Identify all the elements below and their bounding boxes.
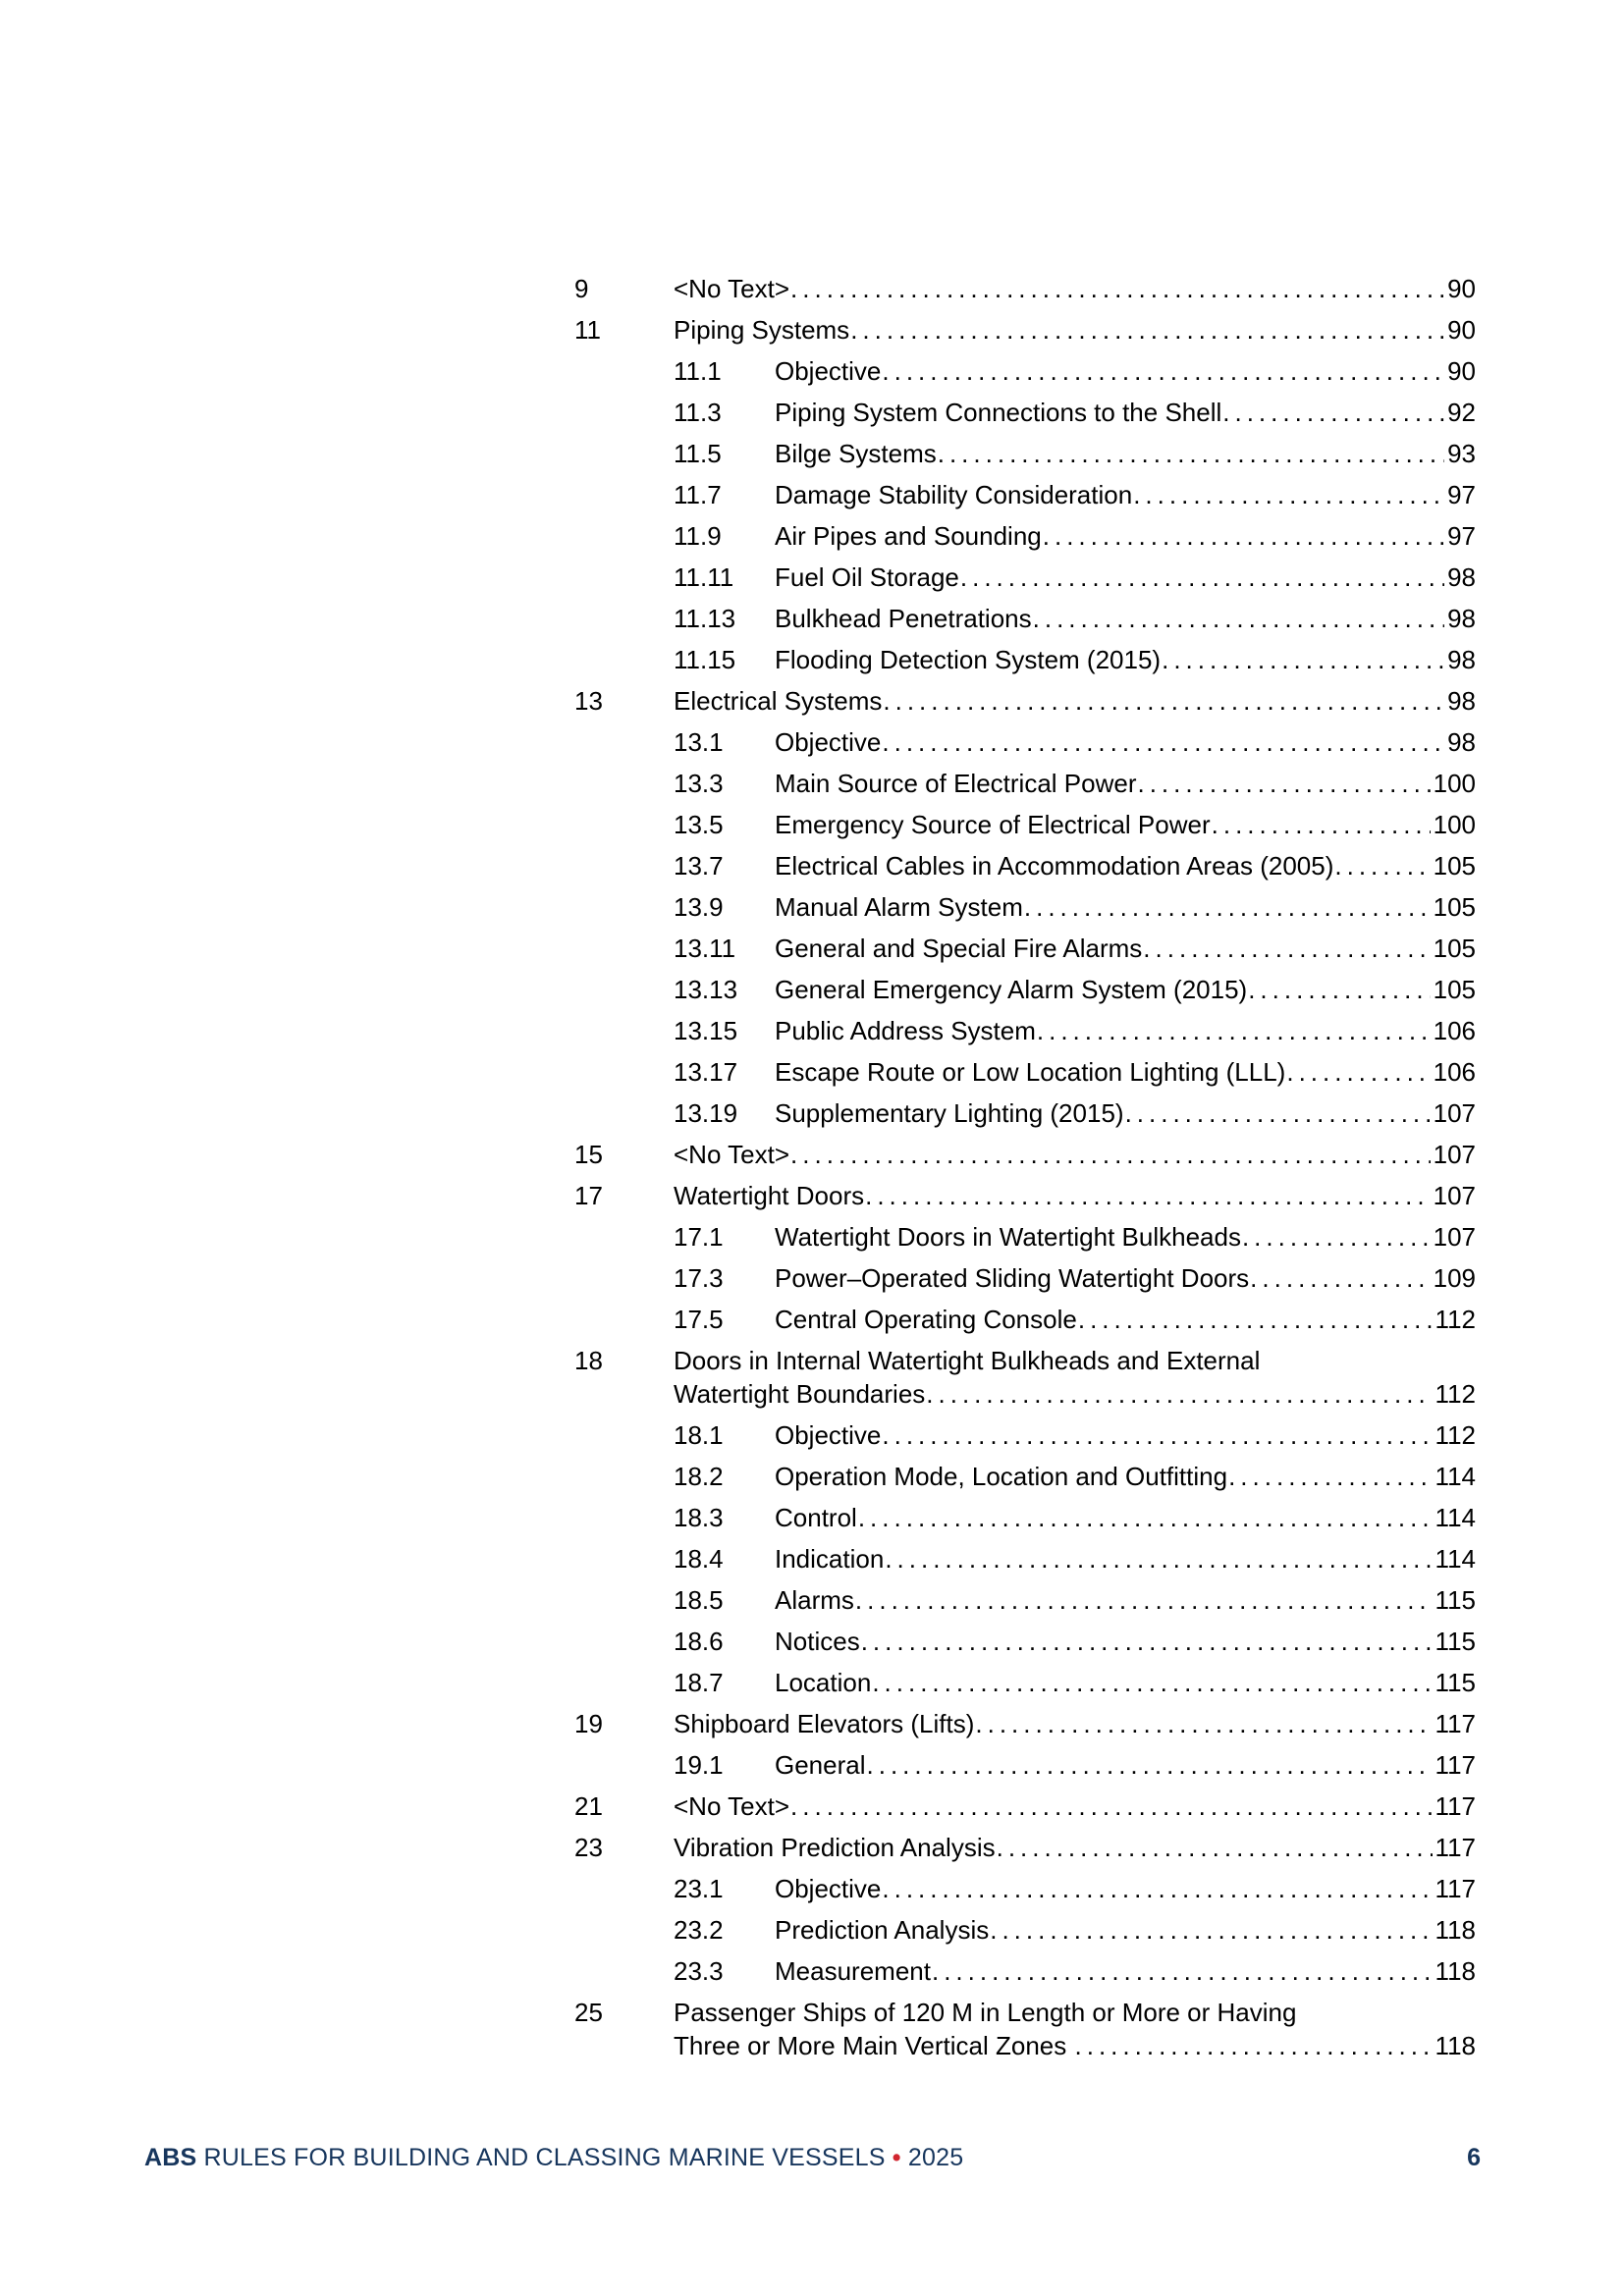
toc-entry-title: Power–Operated Sliding Watertight Doors [775,1263,1250,1293]
leader-dots [925,1377,1432,1411]
leader-dots [864,1179,1431,1212]
toc-entry-number: 18.7 [674,1668,724,1697]
toc-entry-title: Prediction Analysis [775,1915,990,1945]
toc-entry-page: 117 [1435,1833,1476,1862]
toc-entry-title: Manual Alarm System [775,892,1023,922]
toc-entry [574,932,1476,965]
toc-entry [574,519,1476,553]
toc-entry-page: 112 [1435,1420,1476,1450]
toc-entry-title: Location [775,1668,872,1697]
toc-entry-body [775,1748,1476,1782]
toc-entry-body [674,1138,1476,1171]
toc-entry [574,354,1476,388]
toc-entry-body [775,396,1476,429]
toc-entry-title: Watertight Doors [674,1181,865,1210]
toc-entry [574,1303,1476,1336]
toc-entry-number: 9 [574,274,589,303]
toc-entry-page: 90 [1447,274,1476,303]
toc-entry-body [775,1418,1476,1452]
toc-entry-title: Electrical Systems [674,686,883,716]
toc-entry-title: Escape Route or Low Location Lighting (LLL) [775,1057,1286,1087]
leader-dots [854,1583,1433,1617]
toc-entry-page: 98 [1447,686,1476,716]
toc-entry [574,1748,1476,1782]
toc-entry-title: Shipboard Elevators (Lifts) [674,1709,975,1738]
toc-entry-title-line1: Doors in Internal Watertight Bulkheads and External [674,1346,1261,1375]
toc-entry-body [775,725,1476,759]
toc-entry-page: 98 [1447,727,1476,757]
toc-entry-title: Public Address System [775,1016,1036,1045]
toc-entry-page: 117 [1435,1750,1476,1780]
toc-entry-page: 114 [1435,1503,1476,1532]
toc-entry-page: 112 [1435,1305,1476,1334]
toc-entry [574,767,1476,800]
toc-entry-number: 13.17 [674,1057,738,1087]
leader-dots [789,272,1444,305]
leader-dots [871,1666,1432,1699]
toc-entry-number: 13.5 [674,810,724,839]
footer-text [144,2143,1467,2172]
leader-dots [882,684,1444,718]
toc-entry-number: 13.3 [674,769,724,798]
toc-entry-title: Piping System Connections to the Shell [775,398,1222,427]
toc-entry-page: 118 [1435,1915,1476,1945]
toc-entry-title: Flooding Detection System (2015) [775,645,1162,674]
leader-dots [1211,808,1431,841]
leader-dots [1142,932,1430,965]
toc-entry [574,684,1476,718]
toc-entry-body [775,1542,1476,1575]
toc-entry-number: 18.3 [674,1503,724,1532]
toc-entry-page: 97 [1447,521,1476,551]
footer-brand: ABS [144,2144,197,2171]
toc-entry-page: 98 [1447,645,1476,674]
toc-entry-number: 13.13 [674,975,738,1004]
toc-entry-body [775,767,1476,800]
toc-entry-body [775,932,1476,965]
toc-entry-page: 114 [1435,1462,1476,1491]
leader-dots [881,1418,1432,1452]
toc-entry-body [674,1707,1476,1740]
toc-entry-body [775,643,1476,676]
toc-entry-number: 17 [574,1181,603,1210]
toc-entry [574,1625,1476,1658]
toc-entry-number: 19.1 [674,1750,724,1780]
toc-entry [574,437,1476,470]
toc-entry-number: 23.1 [674,1874,724,1903]
toc-entry [574,1501,1476,1534]
toc-entry-page: 105 [1433,851,1476,881]
toc-entry-body [775,1303,1476,1336]
leader-dots [1042,519,1444,553]
toc-entry-body [775,354,1476,388]
leader-dots [789,1138,1431,1171]
footer-bullet-icon: • [892,2144,901,2171]
toc-entry-title: Damage Stability Consideration [775,480,1133,509]
toc-entry-title: Bulkhead Penetrations [775,604,1032,633]
leader-dots [1036,1014,1431,1047]
leader-dots [789,1789,1433,1823]
toc-entry-body [775,1872,1476,1905]
toc-entry-body [674,1831,1476,1864]
toc-entry [574,1138,1476,1171]
toc-entry-title: Notices [775,1627,860,1656]
toc-entry-number: 21 [574,1791,603,1821]
toc-entry-number: 13.15 [674,1016,738,1045]
toc-entry [574,1789,1476,1823]
toc-entry-page: 107 [1433,1181,1476,1210]
toc-entry-body [775,849,1476,882]
toc-entry-title: Indication [775,1544,885,1574]
toc-entry-number: 11.5 [674,439,722,468]
toc-entry [574,643,1476,676]
toc-entry [574,1707,1476,1740]
toc-entry-number: 13.19 [674,1098,738,1128]
toc-entry-body [674,1996,1476,2062]
toc-entry [574,1460,1476,1493]
toc-entry-title: Central Operating Console [775,1305,1077,1334]
toc-entry-body [674,1179,1476,1212]
toc-entry-number: 15 [574,1140,603,1169]
toc-entry-body [775,973,1476,1006]
toc-entry-page: 97 [1447,480,1476,509]
toc-entry-page: 115 [1435,1668,1476,1697]
toc-entry-title: Emergency Source of Electrical Power [775,810,1211,839]
table-of-contents [574,272,1476,2070]
toc-entry-body [775,519,1476,553]
toc-entry-page: 98 [1447,562,1476,592]
toc-entry [574,890,1476,924]
toc-entry-page: 100 [1433,769,1476,798]
toc-entry-title: General and Special Fire Alarms [775,934,1143,963]
toc-entry [574,1872,1476,1905]
toc-entry [574,973,1476,1006]
toc-entry-number: 13 [574,686,603,716]
toc-entry-body [775,1014,1476,1047]
toc-entry [574,808,1476,841]
toc-entry [574,478,1476,511]
leader-dots [866,1748,1433,1782]
toc-entry-page: 107 [1433,1222,1476,1252]
toc-entry-page: 117 [1435,1874,1476,1903]
toc-entry-number: 18.5 [674,1585,724,1615]
toc-entry [574,561,1476,594]
toc-entry [574,1179,1476,1212]
toc-entry-body [775,1096,1476,1130]
toc-entry-body [775,1501,1476,1534]
leader-dots [996,1831,1433,1864]
toc-entry-body [775,602,1476,635]
toc-entry-number: 13.1 [674,727,724,757]
toc-entry-title: General Emergency Alarm System (2015) [775,975,1248,1004]
toc-entry-number: 11.1 [674,356,722,386]
toc-entry-page: 100 [1433,810,1476,839]
toc-entry [574,1418,1476,1452]
leader-dots [1132,478,1444,511]
toc-entry [574,396,1476,429]
toc-entry-title: Objective [775,356,882,386]
toc-entry-title: Air Pipes and Sounding [775,521,1042,551]
toc-entry-number: 13.7 [674,851,724,881]
toc-entry-page: 115 [1435,1585,1476,1615]
toc-entry-body [775,890,1476,924]
leader-dots [1023,890,1431,924]
toc-entry-number: 11.9 [674,521,722,551]
toc-entry-page: 105 [1433,975,1476,1004]
leader-dots [881,1872,1432,1905]
toc-entry-page: 117 [1435,1791,1476,1821]
toc-entry-page: 105 [1433,934,1476,963]
toc-entry-body [775,1625,1476,1658]
toc-entry [574,1344,1476,1411]
toc-entry-title-line1: Passenger Ships of 120 M in Length or More or Having [674,1998,1297,2027]
footer-title: RULES FOR BUILDING AND CLASSING MARINE VESSELS [196,2144,893,2171]
toc-entry-title: Objective [775,727,882,757]
leader-dots [989,1913,1432,1947]
toc-entry-number: 18.4 [674,1544,724,1574]
footer-year: 2025 [900,2144,964,2171]
toc-entry-number: 17.1 [674,1222,724,1252]
toc-entry-title: Objective [775,1420,882,1450]
leader-dots [1077,1303,1433,1336]
toc-entry-title: <No Text> [674,274,790,303]
leader-dots [1285,1055,1430,1089]
leader-dots [881,354,1444,388]
leader-dots [849,313,1444,347]
toc-entry-title: General [775,1750,866,1780]
toc-entry-number: 19 [574,1709,603,1738]
toc-entry-body [775,1913,1476,1947]
toc-entry-page: 112 [1435,1379,1476,1409]
toc-entry-body [674,1789,1476,1823]
toc-entry [574,1996,1476,2062]
leader-dots [1124,1096,1431,1130]
toc-entry-number: 13.9 [674,892,724,922]
toc-entry [574,1666,1476,1699]
toc-entry [574,272,1476,305]
toc-entry-number: 17.3 [674,1263,724,1293]
toc-entry [574,313,1476,347]
toc-entry-title: Operation Mode, Location and Outfitting [775,1462,1228,1491]
leader-dots [1241,1220,1431,1254]
toc-entry-page: 106 [1433,1016,1476,1045]
toc-entry-title: Main Source of Electrical Power [775,769,1137,798]
toc-entry-number: 23.2 [674,1915,724,1945]
leader-dots [857,1501,1433,1534]
leader-dots [974,1707,1432,1740]
toc-entry-body [674,1344,1476,1411]
leader-dots [937,437,1444,470]
toc-entry-title: <No Text> [674,1140,790,1169]
toc-entry-body [775,561,1476,594]
toc-entry-page: 90 [1447,315,1476,345]
toc-entry-body [775,1460,1476,1493]
toc-entry [574,1014,1476,1047]
toc-entry-body [775,1666,1476,1699]
toc-entry-page: 98 [1447,604,1476,633]
toc-entry-title: Watertight Boundaries [674,1379,926,1409]
toc-entry-body [674,313,1476,347]
toc-entry [574,1831,1476,1864]
toc-entry [574,602,1476,635]
toc-entry [574,1096,1476,1130]
toc-entry-number: 11.13 [674,604,736,633]
toc-entry-title: Measurement [775,1956,931,1986]
leader-dots [884,1542,1432,1575]
toc-entry-number: 18.6 [674,1627,724,1656]
toc-entry-body [674,272,1476,305]
toc-entry-number: 11.11 [674,562,734,592]
leader-dots [959,561,1444,594]
toc-entry-number: 18.2 [674,1462,724,1491]
toc-entry-page: 107 [1433,1140,1476,1169]
toc-entry-number: 11.7 [674,480,722,509]
toc-entry-page: 106 [1433,1057,1476,1087]
leader-dots [1333,849,1430,882]
leader-dots [860,1625,1433,1658]
toc-entry-number: 13.11 [674,934,736,963]
toc-entry-body [775,1583,1476,1617]
toc-entry-body [674,684,1476,718]
toc-entry-number: 11 [574,315,601,345]
toc-entry-number: 11.15 [674,645,736,674]
toc-entry-title: Watertight Doors in Watertight Bulkheads [775,1222,1241,1252]
toc-entry-body [775,437,1476,470]
toc-entry-body [775,808,1476,841]
leader-dots [1032,602,1444,635]
toc-entry-number: 25 [574,1998,603,2027]
toc-entry [574,1913,1476,1947]
leader-dots [931,1954,1433,1988]
toc-entry-page: 115 [1435,1627,1476,1656]
toc-entry-page: 117 [1435,1709,1476,1738]
toc-entry-title: Bilge Systems [775,439,937,468]
toc-entry-title: Fuel Oil Storage [775,562,959,592]
toc-entry-title: <No Text> [674,1791,790,1821]
toc-entry-body [775,1055,1476,1089]
toc-entry-page: 114 [1435,1544,1476,1574]
toc-entry-number: 18 [574,1346,603,1375]
toc-entry-number: 17.5 [674,1305,724,1334]
toc-entry-page: 92 [1447,398,1476,427]
leader-dots [881,725,1444,759]
leader-dots [1136,767,1430,800]
leader-dots [1247,973,1430,1006]
toc-entry-title: Alarms [775,1585,854,1615]
footer-page-number: 6 [1467,2144,1481,2171]
leader-dots [1227,1460,1432,1493]
toc-entry [574,1542,1476,1575]
leader-dots [1161,643,1444,676]
page-footer [144,2143,1481,2172]
toc-entry [574,1261,1476,1295]
toc-entry-title: Piping Systems [674,315,850,345]
toc-entry-page: 105 [1433,892,1476,922]
toc-entry [574,1954,1476,1988]
toc-entry-page: 107 [1433,1098,1476,1128]
toc-entry [574,725,1476,759]
toc-entry-body [775,1220,1476,1254]
toc-entry-title: Supplementary Lighting (2015) [775,1098,1124,1128]
toc-entry [574,849,1476,882]
toc-entry-title: Electrical Cables in Accommodation Areas (2005) [775,851,1334,881]
toc-entry [574,1055,1476,1089]
toc-entry-body [775,1261,1476,1295]
leader-dots [1074,2029,1433,2062]
toc-entry-number: 23 [574,1833,603,1862]
toc-entry-title: Objective [775,1874,882,1903]
toc-entry-number: 11.3 [674,398,722,427]
toc-entry-page: 109 [1433,1263,1476,1293]
toc-entry-title: Control [775,1503,857,1532]
leader-dots [1249,1261,1430,1295]
toc-entry-page: 118 [1435,1956,1476,1986]
toc-entry [574,1220,1476,1254]
toc-entry-page: 93 [1447,439,1476,468]
toc-entry-number: 18.1 [674,1420,724,1450]
toc-entry-number: 23.3 [674,1956,724,1986]
toc-entry-page: 118 [1435,2031,1476,2060]
leader-dots [1221,396,1444,429]
toc-entry-title: Vibration Prediction Analysis [674,1833,996,1862]
toc-entry [574,1583,1476,1617]
toc-entry-title: Three or More Main Vertical Zones [674,2031,1074,2060]
toc-entry-page: 90 [1447,356,1476,386]
toc-entry-body [775,478,1476,511]
toc-entry-body [775,1954,1476,1988]
